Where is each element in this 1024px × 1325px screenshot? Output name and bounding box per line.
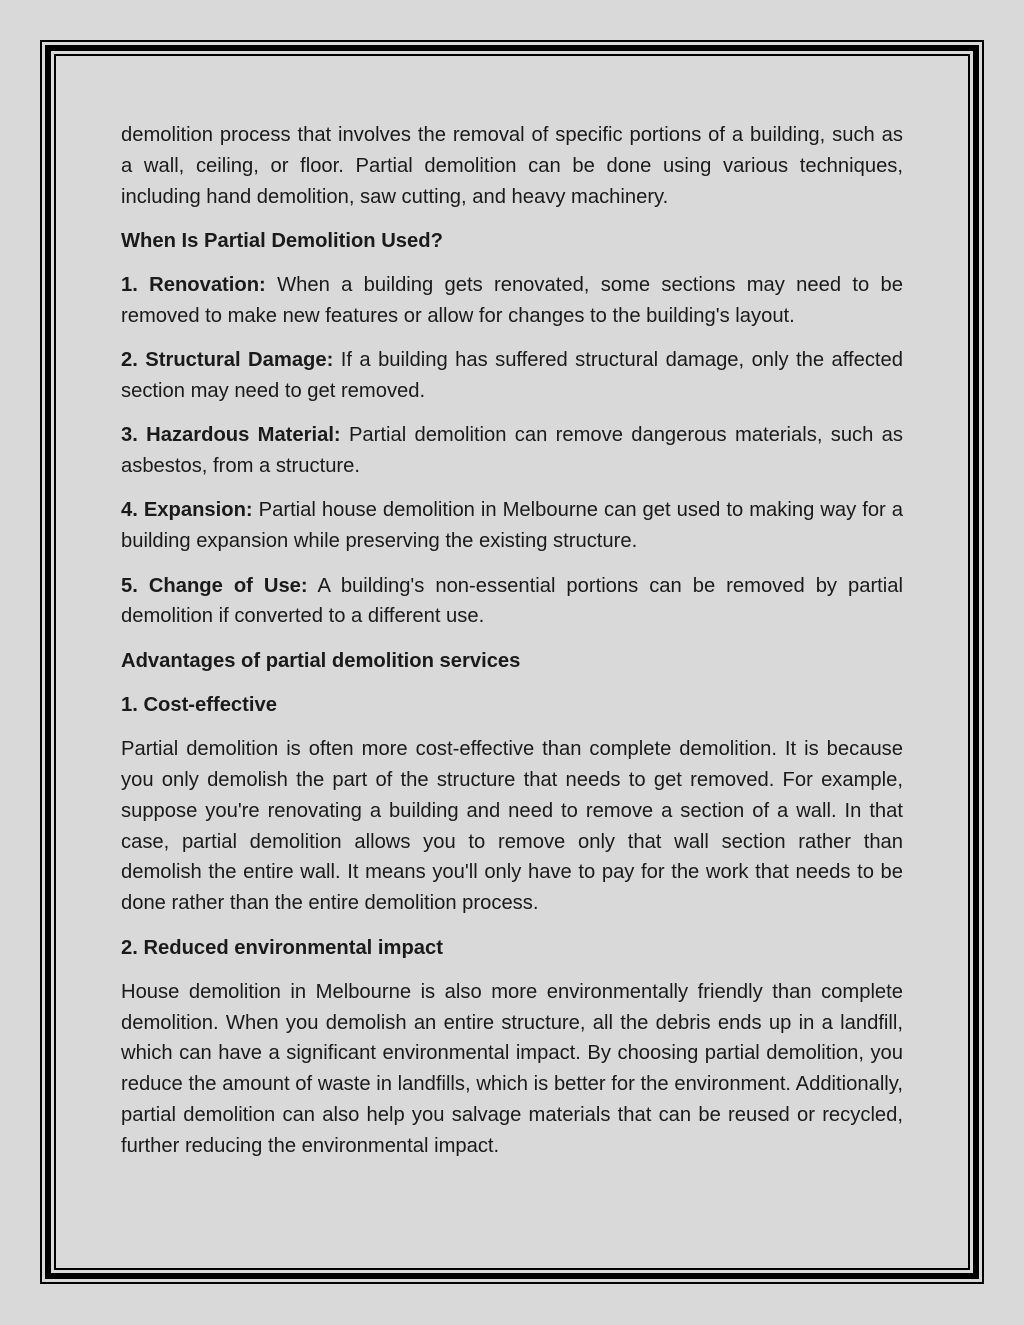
use-item-text: A building's non-essential portions can be removed by partial demolition if converted to a different use. xyxy=(121,574,903,628)
advantage-cost-heading: 1. Cost-effective xyxy=(121,693,277,716)
use-item-renovation xyxy=(121,270,903,332)
use-item-text: If a building has suffered structural damage, only the affected section may need to get removed. xyxy=(121,349,903,403)
advantage-cost-paragraph: Partial demolition is often more cost-effective than complete demolition. It is because you only demolish the part of the structure that needs to get removed. For example, suppose you're renovating a building and need to remove a section of a wall. In that case, partial demolition allows you to remove only that wall section rather than demolish the entire wall. It means you'll only have to pay for the work that needs to be done rather than the entire demolition process. xyxy=(121,738,903,915)
use-item-text: Partial demolition can remove dangerous materials, such as asbestos, from a structure. xyxy=(121,424,903,478)
use-item-expansion xyxy=(121,495,903,557)
use-item-structural-damage xyxy=(121,345,903,407)
use-item-change-of-use xyxy=(121,571,903,633)
document-body xyxy=(121,120,903,1175)
use-item-text: Partial house demolition in Melbourne can get used to making way for a building expansion while preserving the existing structure. xyxy=(121,499,904,553)
use-item-text: When a building gets renovated, some sections may need to be removed to make new features or allow for changes to the building's layout. xyxy=(121,274,903,327)
use-item-label: 2. Structural Damage: xyxy=(121,349,334,372)
advantages-heading: Advantages of partial demolition services xyxy=(121,649,521,672)
advantage-environment-heading: 2. Reduced environmental impact xyxy=(121,936,443,959)
use-item-label: 3. Hazardous Material: xyxy=(121,424,341,447)
uses-heading: When Is Partial Demolition Used? xyxy=(121,229,443,252)
intro-paragraph: demolition process that involves the removal of specific portions of a building, such as a wall, ceiling, or floor. Partial demolition can be done using various techniques, including hand demolition, saw cutting, and heavy machinery. xyxy=(121,124,903,208)
advantage-environment-paragraph: House demolition in Melbourne is also more environmentally friendly than complete demolition. When you demolish an entire structure, all the debris ends up in a landfill, which can have a significant environmental impact. By choosing partial demolition, you reduce the amount of waste in landfills, which is better for the environment. Additionally, partial demolition can also help you salvage materials that can be reused or recycled, further reducing the environmental impact. xyxy=(121,980,903,1157)
use-item-label: 5. Change of Use: xyxy=(121,574,308,597)
use-item-label: 4. Expansion: xyxy=(121,499,253,522)
use-item-label: 1. Renovation: xyxy=(121,274,266,297)
use-item-hazardous-material xyxy=(121,420,903,482)
